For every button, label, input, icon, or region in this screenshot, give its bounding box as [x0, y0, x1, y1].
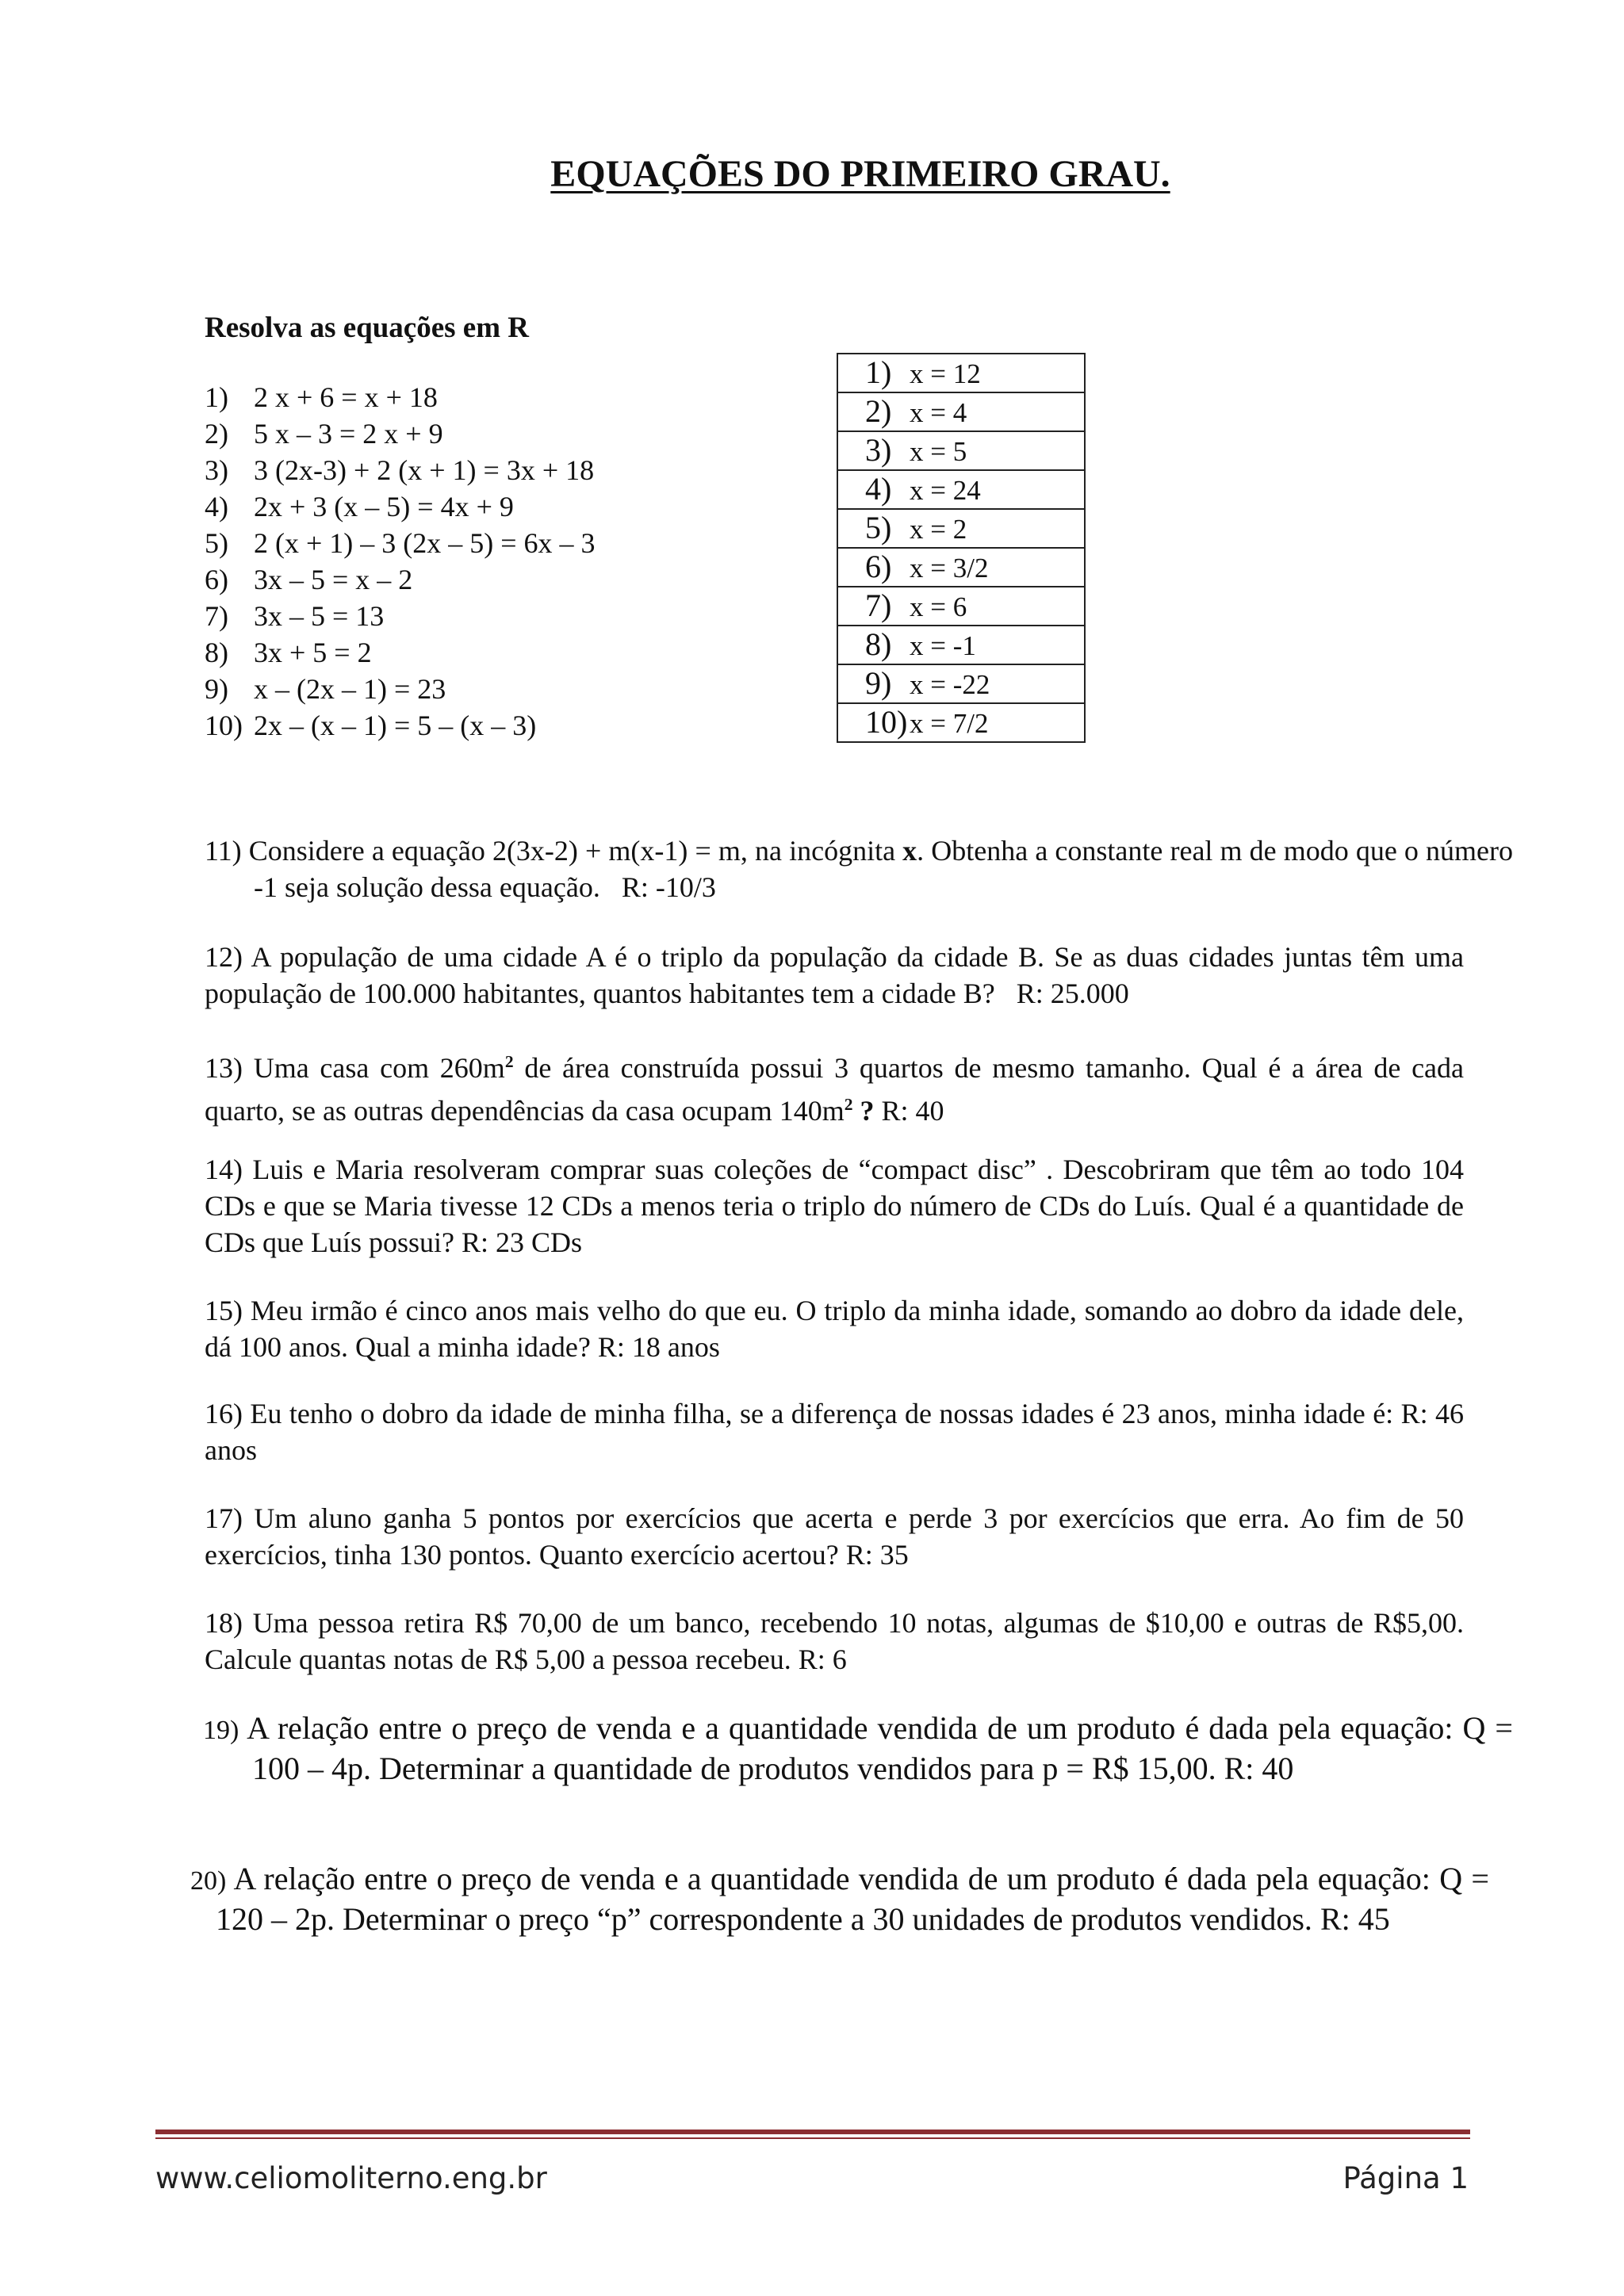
answer-number: 3) [865, 432, 892, 468]
answer-number: 8) [865, 626, 892, 662]
equation-text: 2x – (x – 1) = 5 – (x – 3) [254, 710, 537, 741]
answer-cell [837, 431, 1085, 470]
equation-list [205, 379, 596, 744]
equation-number: 10) [205, 710, 243, 741]
footer-divider [155, 2130, 1470, 2134]
problem-15 [205, 1292, 1464, 1365]
footer-divider [155, 2137, 1470, 2139]
table-row [837, 587, 1085, 626]
problem-answer: R: 40 [881, 1095, 944, 1127]
problem-text: Uma casa com 260m [253, 1052, 505, 1084]
equation-text: 2 (x + 1) – 3 (2x – 5) = 6x – 3 [254, 527, 596, 559]
problem-text: A relação entre o preço de venda e a quantidade vendida de um produto é dada pela equação: Q = 100 – 4p. Determinar a quantidade de produtos vendidos para p = R$ 15,00. [247, 1710, 1513, 1786]
problem-20 [190, 1860, 1489, 1938]
problem-answer: R: 46 anos [205, 1398, 1465, 1466]
equation-number: 3) [205, 454, 228, 486]
answer-number: 10) [865, 704, 908, 740]
answer-cell [837, 703, 1085, 742]
table-row [837, 703, 1085, 742]
equation-text: x – (2x – 1) = 23 [254, 673, 446, 705]
equation-item [205, 525, 596, 561]
answer-value: x = 3/2 [910, 553, 989, 584]
equation-text: 3x + 5 = 2 [254, 637, 372, 668]
problem-number: 12) [205, 941, 243, 973]
answer-number: 1) [865, 354, 892, 390]
equation-number: 5) [205, 527, 228, 559]
problem-number: 19) [203, 1716, 239, 1745]
problem-answer: R: 25.000 [1016, 978, 1129, 1009]
problem-variable: x [902, 835, 917, 867]
answer-number: 6) [865, 549, 892, 584]
problem-12 [205, 939, 1464, 1012]
problem-text: Meu irmão é cinco anos mais velho do que eu. O triplo da minha idade, somando ao dobro da idade dele, dá 100 anos. Qual a minha idade? [205, 1295, 1465, 1363]
equation-text: 5 x – 3 = 2 x + 9 [254, 418, 443, 450]
problem-text: Um aluno ganha 5 pontos por exercícios que acerta e perde 3 por exercícios que erra. Ao fim de 50 exercícios, tinha 130 pontos. Quanto exercício acertou? [205, 1502, 1465, 1571]
problem-answer: R: 6 [798, 1644, 847, 1675]
page-title: EQUAÇÕES DO PRIMEIRO GRAU. [550, 153, 1170, 195]
problem-18 [205, 1605, 1464, 1678]
equation-number: 1) [205, 381, 228, 413]
problem-number: 14) [205, 1154, 243, 1185]
equation-item [205, 452, 596, 488]
equation-number: 6) [205, 564, 228, 595]
equation-number: 4) [205, 491, 228, 522]
answer-value: x = 12 [910, 358, 981, 389]
answer-value: x = 2 [910, 514, 967, 545]
equation-text: 2 x + 6 = x + 18 [254, 381, 438, 413]
footer-website: www.celiomoliterno.eng.br [155, 2161, 547, 2195]
problem-text: A relação entre o preço de venda e a quantidade vendida de um produto é dada pela equação: Q = 120 – 2p. Determinar o preço “p” correspondente a 30 unidades de produtos vendidos. [216, 1861, 1489, 1937]
equation-item [205, 379, 596, 415]
answer-number: 7) [865, 587, 892, 623]
problem-11 [205, 832, 1513, 905]
problem-answer: R: 18 anos [597, 1331, 720, 1363]
problem-text: Luis e Maria resolveram comprar suas coleções de “compact disc” . Descobriram que têm ao todo 104 CDs e que se Maria tivesse 12 CDs a menos teria o triplo do número de CDs do Luís. Qual é a quantidade de CDs que Luís possui? [205, 1154, 1465, 1258]
problem-number: 18) [205, 1607, 243, 1639]
superscript: 2 [504, 1052, 514, 1071]
answer-number: 4) [865, 471, 892, 507]
superscript: 2 [844, 1095, 853, 1114]
equation-text: 3x – 5 = 13 [254, 600, 385, 632]
equation-item [205, 415, 596, 452]
equation-item [205, 561, 596, 598]
problem-answer: R: -10/3 [621, 871, 716, 903]
problem-number: 20) [190, 1866, 227, 1896]
equation-number: 9) [205, 673, 228, 705]
problem-19 [203, 1709, 1513, 1788]
problem-text: de área construída possui 3 quartos de mesmo tamanho. Qual é a área de cada quarto, se as outras dependências da casa ocupam 140m [205, 1052, 1465, 1127]
answer-cell [837, 664, 1085, 703]
answer-value: x = 7/2 [910, 708, 989, 739]
problem-13 [205, 1043, 1464, 1129]
problem-answer: R: 35 [845, 1539, 909, 1571]
answer-cell [837, 587, 1085, 626]
problem-answer: R: 23 CDs [462, 1226, 583, 1258]
problem-number: 16) [205, 1398, 243, 1429]
equation-item [205, 488, 596, 525]
problem-text: . Obtenha a constante real m de modo que o número -1 seja solução dessa equação. [254, 835, 1513, 903]
answer-number: 5) [865, 510, 892, 545]
equation-text: 3x – 5 = x – 2 [254, 564, 413, 595]
answer-number: 2) [865, 393, 892, 429]
problem-answer: R: 40 [1224, 1751, 1294, 1786]
table-row [837, 470, 1085, 509]
table-row [837, 509, 1085, 548]
problem-16 [205, 1395, 1464, 1468]
answer-value: x = -22 [910, 669, 990, 700]
problem-number: 11) [205, 835, 242, 867]
table-row [837, 664, 1085, 703]
equation-number: 2) [205, 418, 228, 450]
problem-text: Considere a equação 2(3x-2) + m(x-1) = m, na incógnita [248, 835, 903, 867]
answer-cell [837, 509, 1085, 548]
equation-number: 8) [205, 637, 228, 668]
answer-value: x = -1 [910, 630, 976, 661]
answer-cell [837, 470, 1085, 509]
table-row [837, 626, 1085, 664]
problem-text: Eu tenho o dobro da idade de minha filha, se a diferença de nossas idades é 23 anos, minha idade é: [250, 1398, 1394, 1429]
problem-text: Uma pessoa retira R$ 70,00 de um banco, recebendo 10 notas, algumas de $10,00 e outras de R$5,00. Calcule quantas notas de R$ 5,00 a pessoa recebeu. [205, 1607, 1464, 1675]
answer-cell [837, 354, 1085, 392]
instruction-heading: Resolva as equações em R [205, 312, 530, 344]
answer-cell [837, 626, 1085, 664]
equation-item [205, 634, 596, 671]
equation-item [205, 598, 596, 634]
problem-14 [205, 1151, 1464, 1261]
equation-item [205, 707, 596, 744]
answer-table [837, 353, 1086, 743]
answer-number: 9) [865, 665, 892, 701]
equation-number: 7) [205, 600, 228, 632]
table-row [837, 548, 1085, 587]
problem-answer: R: 45 [1320, 1901, 1390, 1937]
problem-number: 13) [205, 1052, 243, 1084]
answer-value: x = 5 [910, 436, 967, 467]
problem-number: 15) [205, 1295, 243, 1326]
question-mark: ? [852, 1095, 875, 1127]
footer-page-number: Página 1 [1342, 2161, 1469, 2195]
equation-item [205, 671, 596, 707]
problem-17 [205, 1500, 1464, 1573]
equation-text: 3 (2x-3) + 2 (x + 1) = 3x + 18 [254, 454, 595, 486]
problem-number: 17) [205, 1502, 243, 1534]
table-row [837, 392, 1085, 431]
table-row [837, 354, 1085, 392]
answer-value: x = 6 [910, 591, 967, 622]
problem-text: A população de uma cidade A é o triplo da população da cidade B. Se as duas cidades juntas têm uma população de 100.000 habitantes, quantos habitantes tem a cidade B? [205, 941, 1464, 1009]
equation-text: 2x + 3 (x – 5) = 4x + 9 [254, 491, 514, 522]
answer-cell [837, 548, 1085, 587]
table-row [837, 431, 1085, 470]
answer-cell [837, 392, 1085, 431]
answer-value: x = 24 [910, 475, 981, 506]
answer-value: x = 4 [910, 397, 967, 428]
